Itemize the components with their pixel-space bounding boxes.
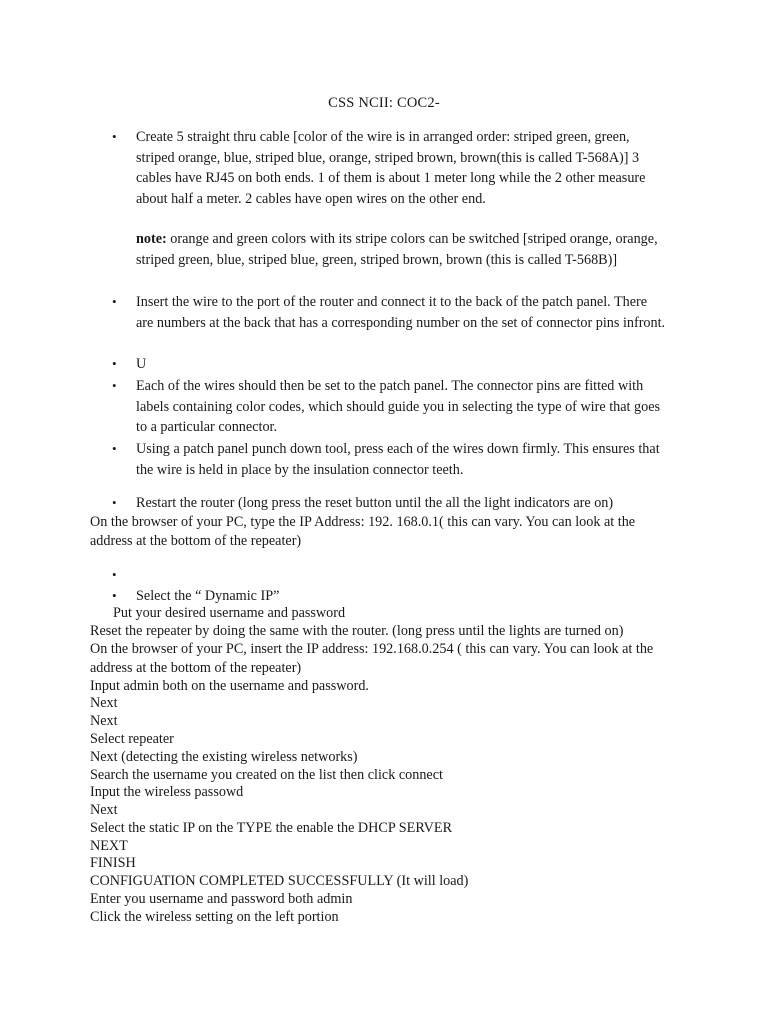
step-line: FINISH bbox=[90, 855, 136, 871]
step-line: Next bbox=[90, 695, 118, 711]
step-line: Next (detecting the existing wireless networks) bbox=[90, 749, 358, 765]
step-line: CONFIGUATION COMPLETED SUCCESSFULLY (It will load) bbox=[90, 873, 469, 889]
step-line: Enter you username and password both admin bbox=[90, 891, 353, 907]
step-line: On the browser of your PC, insert the IP address: 192.168.0.254 ( this can vary. You can look at the address at the bottom of the repeater) bbox=[90, 641, 654, 676]
bullet-text: Insert the wire to the port of the router and connect it to the back of the patch panel. There are numbers at the back that has a corresponding number on the set of connector pins infront. bbox=[136, 294, 666, 331]
step-line: Input the wireless passowd bbox=[90, 784, 244, 800]
browser-instruction: On the browser of your PC, type the IP Address: 192. 168.0.1( this can vary. You can look at the address at the bottom of the repeater) bbox=[90, 514, 636, 549]
note-paragraph bbox=[136, 229, 666, 270]
note-label: note: bbox=[136, 231, 167, 247]
step-line: Click the wireless setting on the left portion bbox=[90, 909, 339, 925]
bullet-text: Create 5 straight thru cable [color of the wire is in arranged order: striped green, green, striped orange, blue, striped blue, orange, striped brown, brown(this is called T-568A)] 3 cables have RJ45 on both ends. 1 of them is about 1 meter long while the 2 other measure about half a meter. 2 cables have open wires on the other end. bbox=[136, 129, 646, 207]
bullet-text: U bbox=[136, 356, 147, 372]
bullet-item-punch-down bbox=[136, 439, 666, 480]
bullet-text: Each of the wires should then be set to the patch panel. The connector pins are fitted with labels containing color codes, which should guide you in selecting the type of wire that goes to a particular connector. bbox=[136, 378, 661, 435]
bullet-item-restart-router bbox=[136, 493, 696, 514]
put-username-line: Put your desired username and password bbox=[113, 605, 346, 621]
bullet-item-insert-wire bbox=[136, 292, 666, 333]
step-line: Search the username you created on the list then click connect bbox=[90, 767, 443, 783]
bullet-marker: • bbox=[112, 588, 117, 603]
bullet-marker: • bbox=[112, 356, 117, 371]
bullet-item-u bbox=[136, 354, 666, 375]
bullet-marker: • bbox=[112, 294, 117, 309]
bullet-text: Using a patch panel punch down tool, press each of the wires down firmly. This ensures that the wire is held in place by the insulation connector teeth. bbox=[136, 441, 660, 478]
step-line: Next bbox=[90, 802, 118, 818]
step-line: Reset the repeater by doing the same with the router. (long press until the lights are turned on) bbox=[90, 623, 624, 639]
bullet-marker: • bbox=[112, 495, 117, 510]
bullet-text: Select the “ Dynamic IP” bbox=[136, 588, 280, 604]
bullet-marker: • bbox=[112, 441, 117, 456]
step-line: Input admin both on the username and password. bbox=[90, 678, 369, 694]
page-title: CSS NCII: COC2- bbox=[328, 95, 440, 111]
step-line: NEXT bbox=[90, 838, 128, 854]
bullet-marker: • bbox=[112, 378, 117, 393]
bullet-marker: • bbox=[112, 567, 117, 582]
bullet-text: Restart the router (long press the reset button until the all the light indicators are on) bbox=[136, 495, 614, 511]
bullet-item-patch-panel bbox=[136, 376, 666, 438]
step-line: Next bbox=[90, 713, 118, 729]
step-line: Select the static IP on the TYPE the enable the DHCP SERVER bbox=[90, 820, 453, 836]
note-text: orange and green colors with its stripe colors can be switched [striped orange, orange, striped green, blue, striped blue, green, striped brown, brown (this is called T-568B)] bbox=[136, 231, 658, 268]
step-line: Select repeater bbox=[90, 731, 174, 747]
bullet-marker: • bbox=[112, 129, 117, 144]
bullet-item-cable bbox=[136, 127, 666, 209]
